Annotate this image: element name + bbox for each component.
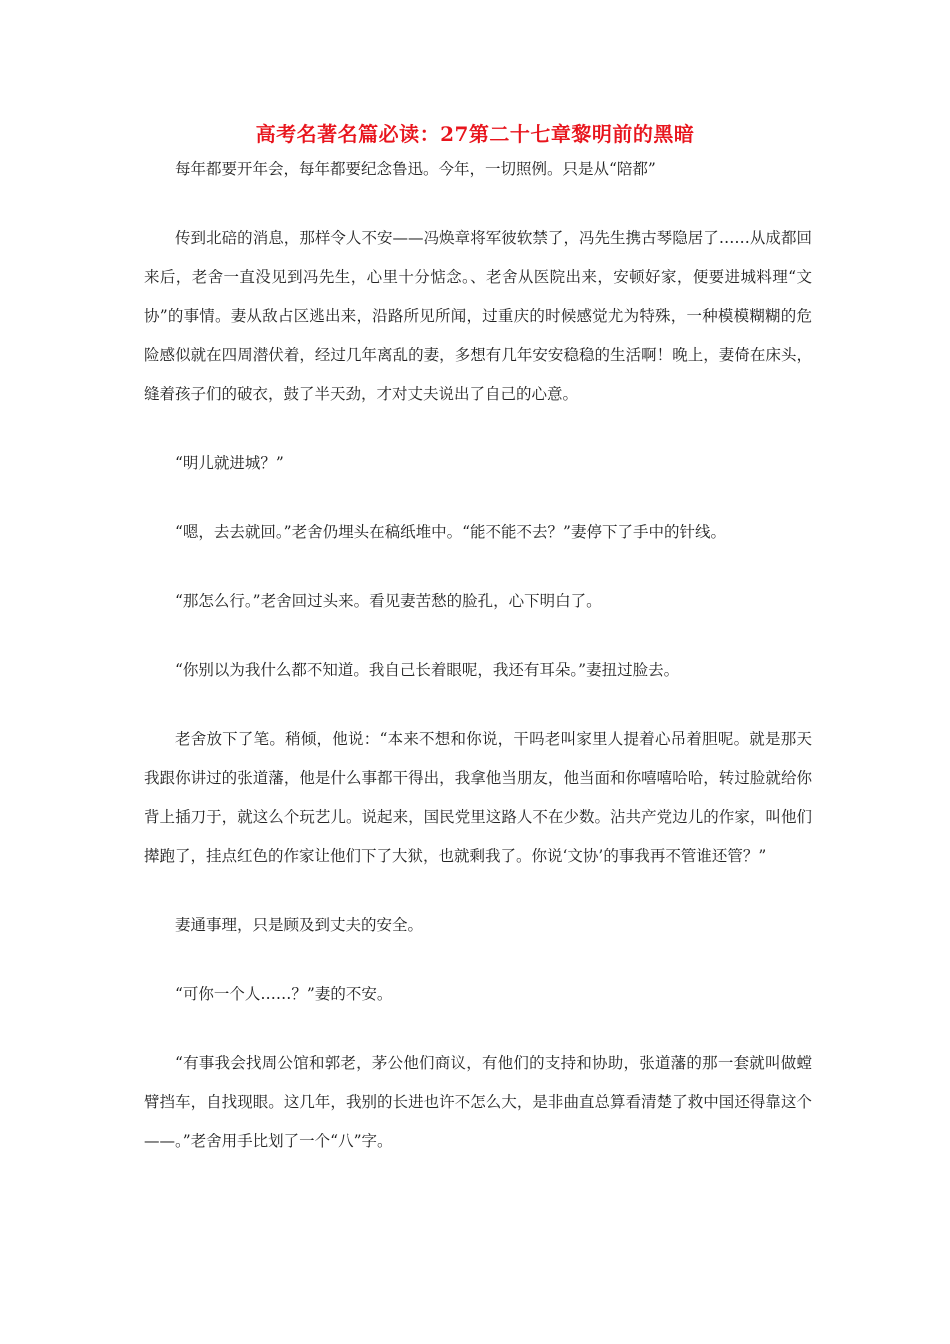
paragraph-10: “有事我会找周公馆和郭老，茅公他们商议，有他们的支持和协助，张道藩的那一套就叫做螳臂挡车，自找现眼。这几年，我别的长进也许不怎么大，是非曲直总算看清楚了救中国还得靠这个——。”老舍用手比划了一个“八”字。 <box>144 1054 812 1150</box>
document-title: 高考名著名篇必读：27第二十七章黎明前的黑暗 <box>255 122 695 146</box>
paragraph-7: 老舍放下了笔。稍倾，他说：“本来不想和你说，干吗老叫家里人提着心吊着胆呢。就是那天我跟你讲过的张道藩，他是什么事都干得出，我拿他当朋友，他当面和你嘻嘻哈哈，转过脸就给你背上插刀于，就这么个玩艺儿。说起来，国民党里这路人不在少数。沾共产党边儿的作家，叫他们撵跑了，挂点红色的作家让他们下了大狱，也就剩我了。你说‘文协’的事我再不管谁还管？” <box>144 730 812 865</box>
paragraph-1: 每年都要开年会，每年都要纪念鲁迅。今年，一切照例。只是从“陪都” <box>175 160 656 178</box>
paragraph-9: “可你一个人……？”妻的不安。 <box>175 985 393 1003</box>
paragraph-6: “你别以为我什么都不知道。我自己长着眼呢，我还有耳朵。”妻扭过脸去。 <box>175 661 680 679</box>
document-body <box>144 150 812 1161</box>
paragraph-2: 传到北碚的消息，那样令人不安——冯焕章将军彼软禁了，冯先生携古琴隐居了……从成都回来后，老舍一直没见到冯先生，心里十分惦念。、老舍从医院出来，安顿好家，便要进城料理“文协”的事情。妻从敌占区逃出来，沿路所见所闻，过重庆的时候感觉尤为特殊，一种模模糊糊的危险感似就在四周潜伏着，经过几年离乱的妻，多想有几年安安稳稳的生活啊！晚上，妻倚在床头，缝着孩子们的破衣，鼓了半天劲，才对丈夫说出了自己的心意。 <box>144 229 812 403</box>
paragraph-3: “明儿就进城？” <box>175 454 284 472</box>
paragraph-4: “嗯，去去就回。”老舍仍埋头在稿纸堆中。“能不能不去？”妻停下了手中的针线。 <box>175 523 726 541</box>
paragraph-8: 妻通事理，只是顾及到丈夫的安全。 <box>175 916 424 934</box>
paragraph-5: “那怎么行。”老舍回过头来。看见妻苦愁的脸孔，心下明白了。 <box>175 592 602 610</box>
